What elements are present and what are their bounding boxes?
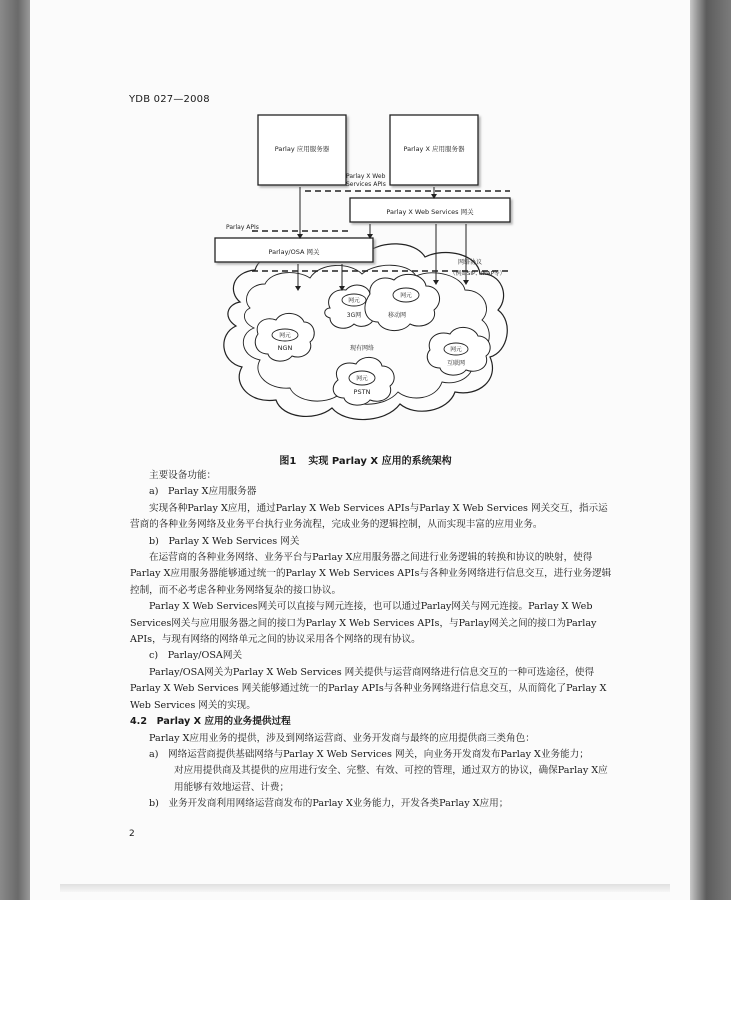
- item-c-text: Parlay/OSA网关为Parlay X Web Services 网关提供与运营商网络进行信息交互的一种可选途径，使得Parlay X Web Services 网关能够通过统一的Parlay APIs与各种业务网络进行信息交互，从而简化了Parlay X Web Services 网关的实现。: [130, 666, 607, 711]
- intro-paragraph: 主要设备功能：: [149, 470, 217, 481]
- internet-label: 互联网: [446, 360, 466, 367]
- item-b-text-2: Parlay X Web Services网关可以直接与网元连接，也可以通过Parlay网关与网元连接。Parlay X Web Services网关与应用服务器之间的接口为Parlay X Web Services APIs，与Parlay网关之间的接口为Parlay APIs，与现有网络的网络单元之间的协议采用各个网络的现有协议。: [130, 601, 597, 646]
- scan-edge-right: [690, 0, 731, 900]
- ngn-label: NGN: [277, 344, 293, 352]
- app-server-left-label: Parlay 应用服务器: [274, 145, 330, 153]
- item-a-text: 实现各种Parlay X应用，通过Parlay X Web Services APIs与Parlay X Web Services 网关交互，指示运营商的各种业务网络及业务平台执行业务流程，完成业务的逻辑控制，从而实现丰富的应用业务。: [130, 502, 608, 531]
- item-b-title: b) Parlay X Web Services 网关: [149, 535, 300, 547]
- section-4-2-intro: Parlay X应用业务的提供，涉及到网络运营商、业务开发商与最终的应用提供商三类角色：: [149, 732, 535, 744]
- item-b-text-1: 在运营商的各种业务网络、业务平台与Parlay X应用服务器之间进行业务逻辑的转换和协议的映射，使得Parlay X应用服务器能够通过统一的Parlay X Web Services APIs与各种业务网络进行信息交互，进行业务逻辑控制，而不必考虑各种业务网络复杂的接口协议。: [130, 552, 612, 596]
- 3g-net-label: 3G网: [346, 312, 362, 319]
- page-number: 2: [129, 829, 135, 839]
- x-apis-label-line1: Parlay X Web: [346, 173, 386, 180]
- architecture-diagram: [210, 112, 520, 442]
- item-a-title: a) Parlay X应用服务器: [149, 486, 257, 498]
- mobile-net-label: 移动网: [388, 312, 407, 319]
- parlay-x-gateway-label: Parlay X Web Services 网关: [386, 208, 474, 216]
- parlay-osa-gateway-label: Parlay/OSA 网关: [268, 248, 320, 256]
- parlay-apis-label: Parlay APIs: [226, 224, 259, 231]
- 3g-elem-label: 网元: [348, 298, 360, 304]
- section-item-b: b) 业务开发商利用网络运营商发布的Parlay X业务能力，开发各类Parlay X应用；: [149, 798, 509, 810]
- net-protocol-label-line1: 网络协议: [458, 259, 483, 266]
- page-bottom-shadow: [60, 884, 670, 892]
- figure-caption: [0, 452, 731, 467]
- ngn-elem-label: 网元: [279, 333, 291, 339]
- mobile-elem-label: 网元: [400, 293, 412, 299]
- item-c-title: c) Parlay/OSA网关: [149, 650, 243, 662]
- net-protocol-label-line2: （例如SIP、INAP等）: [450, 271, 506, 277]
- section-item-a: a) 网络运营商提供基础网络与Parlay X Web Services 网关，向业务开发商发布Parlay X业务能力；: [149, 748, 589, 760]
- core-net-label: 现有网络: [349, 345, 375, 352]
- internet-elem-label: 网元: [450, 347, 462, 353]
- x-apis-label-line2: Services APIs: [346, 181, 386, 188]
- pstn-elem-label: 网元: [356, 376, 368, 382]
- standard-code-header: YDB 027—2008: [129, 94, 210, 105]
- figure-caption-text: 实现 Parlay X 应用的系统架构: [308, 456, 452, 467]
- scan-edge-left: [0, 0, 30, 900]
- app-server-right-label: Parlay X 应用服务器: [403, 145, 465, 153]
- pstn-label: PSTN: [353, 388, 371, 396]
- figure-caption-number: 图1: [279, 456, 297, 467]
- section-item-a-cont: 对应用提供商及其提供的应用进行安全、完整、有效、可控的管理，通过双方的协议，确保Parlay X应用能够有效地运营、计费；: [174, 765, 608, 793]
- section-4-2-heading: 4.2 Parlay X 应用的业务提供过程: [130, 716, 291, 728]
- body-text: [130, 468, 614, 813]
